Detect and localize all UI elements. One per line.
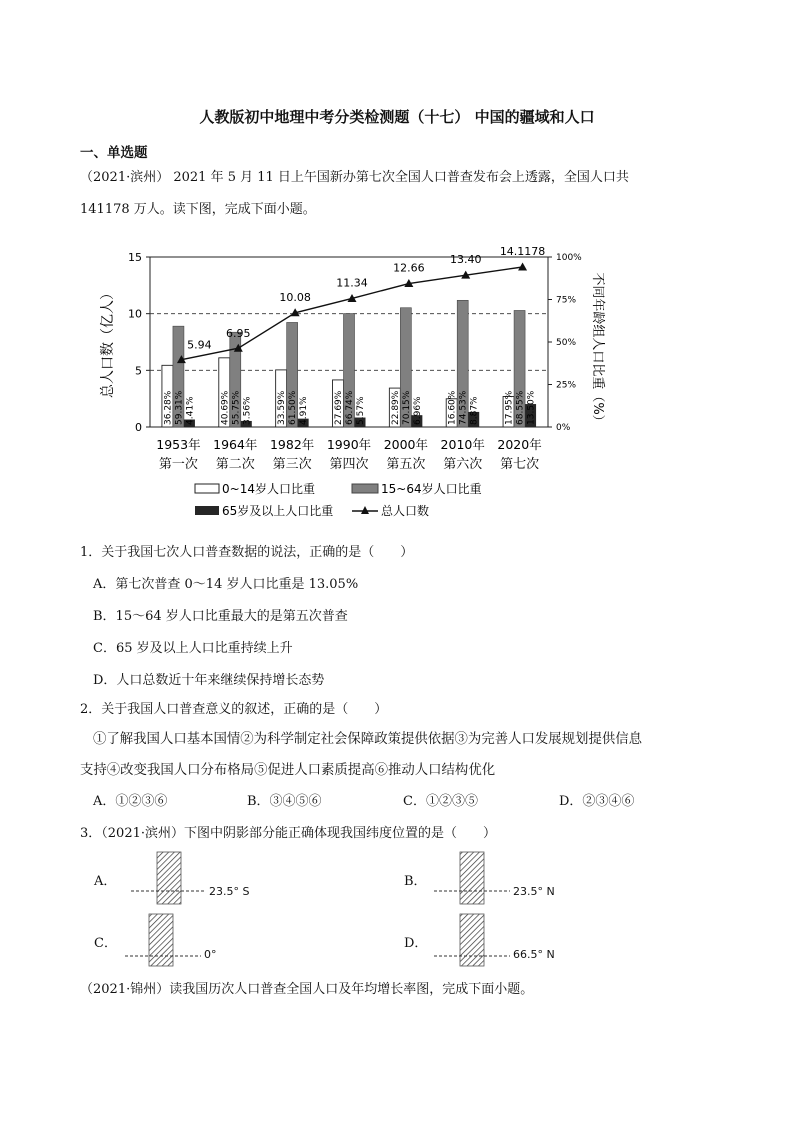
label-15-64: 74.53% — [458, 390, 469, 425]
label-0-14: 36.28% — [163, 390, 174, 425]
x-tick-year: 2000年 — [383, 437, 429, 452]
x-tick-year: 2020年 — [497, 437, 542, 452]
page-title: 人教版初中地理中考分类检测题（十七） 中国的疆域和人口 — [199, 108, 595, 126]
label-0-14: 33.59% — [277, 390, 288, 425]
legend-swatch-15-64 — [352, 484, 378, 493]
label-15-64: 66.74% — [345, 390, 355, 425]
x-tick-year: 1953年 — [156, 437, 201, 452]
x-tick-round: 第七次 — [500, 457, 540, 472]
legend-swatch-65-plus — [195, 506, 219, 515]
q3-option-d-lat: 66.5° N — [513, 948, 555, 961]
q3-option-a-diagram — [125, 850, 265, 910]
total-population-point — [518, 262, 527, 270]
total-population-label: 5.94 — [187, 338, 212, 352]
q2-option-b[interactable]: B．③④⑤⑥ — [247, 794, 322, 809]
label-15-64: 55.75% — [231, 390, 242, 425]
legend-marker-total — [361, 506, 369, 514]
legend-label-15-64: 15~64岁人口比重 — [381, 482, 482, 496]
q3-option-c-lat: 0° — [204, 948, 217, 961]
total-population-label: 13.40 — [449, 253, 482, 267]
label-65-plus: 13.50% — [526, 390, 537, 425]
q2-statement-line-1: ①了解我国人口基本国情②为科学制定社会保障政策提供依据③为完善人口发展规划提供信息 — [93, 732, 643, 747]
label-15-64: 59.31% — [174, 390, 185, 425]
latitude-band — [460, 914, 484, 966]
q2-stem: 2．关于我国人口普查意义的叙述，正确的是（ ） — [80, 702, 388, 717]
right-tick-label: 100% — [556, 253, 582, 263]
left-axis-label: 总人口数（亿人） — [100, 286, 116, 398]
label-65-plus: 6.96% — [412, 396, 423, 425]
x-tick-year: 1964年 — [213, 437, 258, 452]
latitude-band — [149, 914, 173, 966]
label-0-14: 22.89% — [390, 390, 401, 425]
left-tick-label: 15 — [128, 251, 142, 264]
label-0-14: 16.60% — [447, 390, 458, 425]
intro-line-2: 141178 万人。读下图，完成下面小题。 — [80, 202, 316, 217]
q1-option-b[interactable]: B．15～64 岁人口比重最大的是第五次普查 — [93, 609, 348, 624]
right-tick-label: 25% — [556, 380, 577, 391]
total-population-label: 6.95 — [226, 327, 251, 341]
label-0-14: 40.69% — [220, 390, 231, 425]
q3-option-c-diagram — [125, 912, 265, 972]
total-population-label: 14.1178 — [499, 244, 546, 258]
latitude-band — [157, 852, 181, 904]
label-65-plus: 8.87% — [469, 396, 480, 425]
q1-option-c[interactable]: C．65 岁及以上人口比重持续上升 — [93, 641, 293, 656]
q2-option-d[interactable]: D．②③④⑥ — [559, 794, 635, 809]
legend-label-total: 总人口数 — [381, 504, 430, 518]
label-15-64: 70.15% — [401, 390, 412, 425]
legend-swatch-0-14 — [195, 484, 219, 493]
x-tick-round: 第四次 — [329, 457, 369, 472]
label-0-14: 27.69% — [334, 390, 344, 425]
q1-option-a[interactable]: A．第七次普查 0～14 岁人口比重是 13.05% — [93, 577, 359, 592]
next-question-intro: （2021·锦州）读我国历次人口普查全国人口及年均增长率图，完成下面小题。 — [80, 982, 534, 997]
population-chart — [0, 235, 794, 535]
q3-option-a-lat: 23.5° S — [209, 885, 250, 898]
x-tick-year: 1982年 — [269, 437, 315, 452]
right-tick-label: 0% — [556, 423, 571, 433]
q3-option-d-letter[interactable]: D． — [404, 936, 428, 951]
right-tick-label: 75% — [556, 295, 577, 306]
left-tick-label: 10 — [128, 307, 142, 321]
x-tick-round: 第三次 — [272, 457, 312, 472]
label-15-64: 68.55% — [515, 390, 526, 425]
label-15-64: 61.50% — [288, 390, 299, 425]
legend-label-0-14: 0~14岁人口比重 — [222, 482, 315, 496]
right-axis-label: 不同年龄组人口比重（%） — [590, 272, 605, 428]
left-tick-label: 0 — [135, 421, 142, 434]
q3-option-c-letter[interactable]: C． — [94, 936, 117, 951]
q3-option-b-lat: 23.5° N — [513, 885, 555, 898]
q3-option-b-diagram — [430, 850, 570, 910]
q3-option-b-letter[interactable]: B． — [404, 874, 427, 889]
q1-option-d[interactable]: D．人口总数近十年来继续保持增长态势 — [93, 673, 325, 688]
x-tick-round: 第五次 — [386, 457, 426, 472]
total-population-label: 11.34 — [336, 276, 368, 290]
x-tick-round: 第六次 — [443, 457, 483, 472]
label-65-plus: 4.91% — [299, 396, 310, 425]
x-tick-round: 第一次 — [158, 457, 198, 472]
total-population-label: 12.66 — [393, 261, 425, 275]
section-heading: 一、单选题 — [80, 145, 148, 161]
intro-line-1: （2021·滨州） 2021 年 5 月 11 日上午国新办第七次全国人口普查发布会上透露，全国人口共 — [80, 170, 629, 185]
x-tick-round: 第二次 — [215, 457, 255, 472]
right-tick-label: 50% — [556, 338, 577, 348]
label-0-14: 17.95% — [504, 390, 515, 425]
legend-label-65-plus: 65岁及以上人口比重 — [222, 504, 334, 518]
q1-stem: 1．关于我国七次人口普查数据的说法，正确的是（ ） — [80, 545, 414, 560]
label-65-plus: 5.57% — [356, 396, 366, 425]
x-tick-year: 1990年 — [326, 437, 372, 452]
q2-option-c[interactable]: C．①②③⑤ — [403, 794, 478, 809]
total-population-label: 10.08 — [279, 290, 311, 304]
latitude-band — [460, 852, 484, 904]
q3-stem: 3．（2021·滨州）下图中阴影部分能正确体现我国纬度位置的是（ ） — [80, 826, 496, 841]
left-tick-label: 5 — [135, 364, 142, 378]
label-65-plus: 4.41% — [185, 396, 196, 425]
q3-option-d-diagram — [430, 912, 570, 972]
q2-statement-line-2: 支持④改变我国人口分布格局⑤促进人口素质提高⑥推动人口结构优化 — [80, 763, 496, 778]
q3-option-a-letter[interactable]: A． — [94, 874, 117, 889]
x-tick-year: 2010年 — [440, 437, 485, 452]
q2-option-a[interactable]: A．①②③⑥ — [93, 794, 168, 809]
label-65-plus: 3.56% — [242, 396, 253, 425]
